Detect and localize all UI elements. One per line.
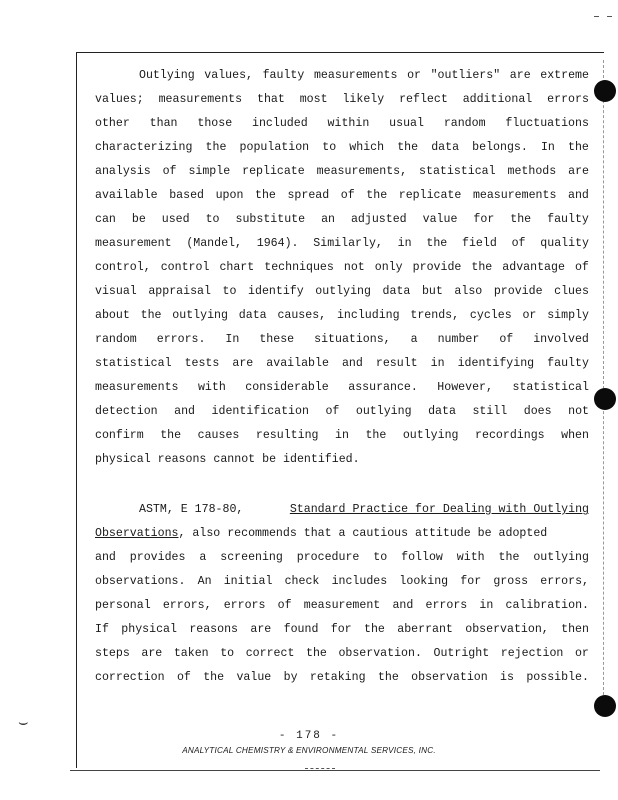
text-line: observations. An initial check includes looking for gross errors, bbox=[95, 575, 589, 588]
scan-mark bbox=[607, 16, 612, 17]
text-line: correction of the value by retaking the observation is possible. bbox=[95, 671, 589, 684]
text-line: measurements with considerable assurance. However, statistical bbox=[95, 381, 589, 394]
text-line-rest: , also recommends that a cautious attitude be adopted bbox=[178, 527, 548, 540]
text-line bbox=[95, 498, 589, 522]
standard-title-continued: Observations bbox=[95, 527, 179, 540]
text-line: characterizing the population to which the data belongs. In the bbox=[95, 141, 589, 154]
paragraph-outliers bbox=[95, 64, 589, 472]
text-line: personal errors, errors of measurement and errors in calibration. bbox=[95, 599, 589, 612]
text-line: If physical reasons are found for the aberrant observation, then bbox=[95, 623, 589, 636]
text-line: other than those included within usual random fluctuations bbox=[95, 117, 589, 130]
text-line: confirm the causes resulting in the outlying recordings when bbox=[95, 429, 589, 442]
text-line bbox=[95, 522, 589, 546]
page-border-left bbox=[76, 52, 77, 768]
text-line: values; measurements that most likely reflect additional errors bbox=[95, 93, 589, 106]
scan-mark bbox=[305, 768, 335, 769]
paragraph-astm-lines bbox=[95, 546, 589, 690]
scan-mark: ⌣ bbox=[18, 712, 29, 731]
scan-mark bbox=[594, 16, 599, 17]
page-border-top bbox=[76, 52, 604, 53]
text-line: random errors. In these situations, a number of involved bbox=[95, 333, 589, 346]
text-line: control, control chart techniques not only provide the advantage of bbox=[95, 261, 589, 274]
text-line: visual appraisal to identify outlying data but also provide clues bbox=[95, 285, 589, 298]
text-line: about the outlying data causes, including trends, cycles or simply bbox=[95, 309, 589, 322]
paragraph-astm bbox=[95, 498, 589, 690]
text-line: statistical tests are available and result in identifying faulty bbox=[95, 357, 589, 370]
text-line: physical reasons cannot be identified. bbox=[95, 453, 360, 466]
text-line: steps are taken to correct the observation. Outright rejection or bbox=[95, 647, 589, 660]
punch-hole bbox=[594, 695, 616, 717]
page-number: - 178 - bbox=[278, 730, 340, 742]
page-border-bottom bbox=[70, 770, 600, 771]
text-line: detection and identification of outlying data still does not bbox=[95, 405, 589, 418]
text-line: available based upon the spread of the replicate measurements and bbox=[95, 189, 589, 202]
text-line: can be used to substitute an adjusted value for the faulty bbox=[95, 213, 589, 226]
text-line: Outlying values, faulty measurements or "outliers" are extreme bbox=[139, 69, 589, 82]
page-border-right bbox=[603, 60, 604, 700]
text-line: and provides a screening procedure to follow with the outlying bbox=[95, 551, 589, 564]
astm-reference: ASTM, E 178-80, bbox=[139, 503, 244, 516]
text-line: analysis of simple replicate measurements, statistical methods are bbox=[95, 165, 589, 178]
punch-hole bbox=[594, 80, 616, 102]
company-footer: ANALYTICAL CHEMISTRY & ENVIRONMENTAL SERVICES, INC. bbox=[182, 746, 436, 755]
punch-hole bbox=[594, 388, 616, 410]
standard-title: Standard Practice for Dealing with Outlying bbox=[289, 503, 589, 516]
text-line: measurement (Mandel, 1964). Similarly, in the field of quality bbox=[95, 237, 589, 250]
